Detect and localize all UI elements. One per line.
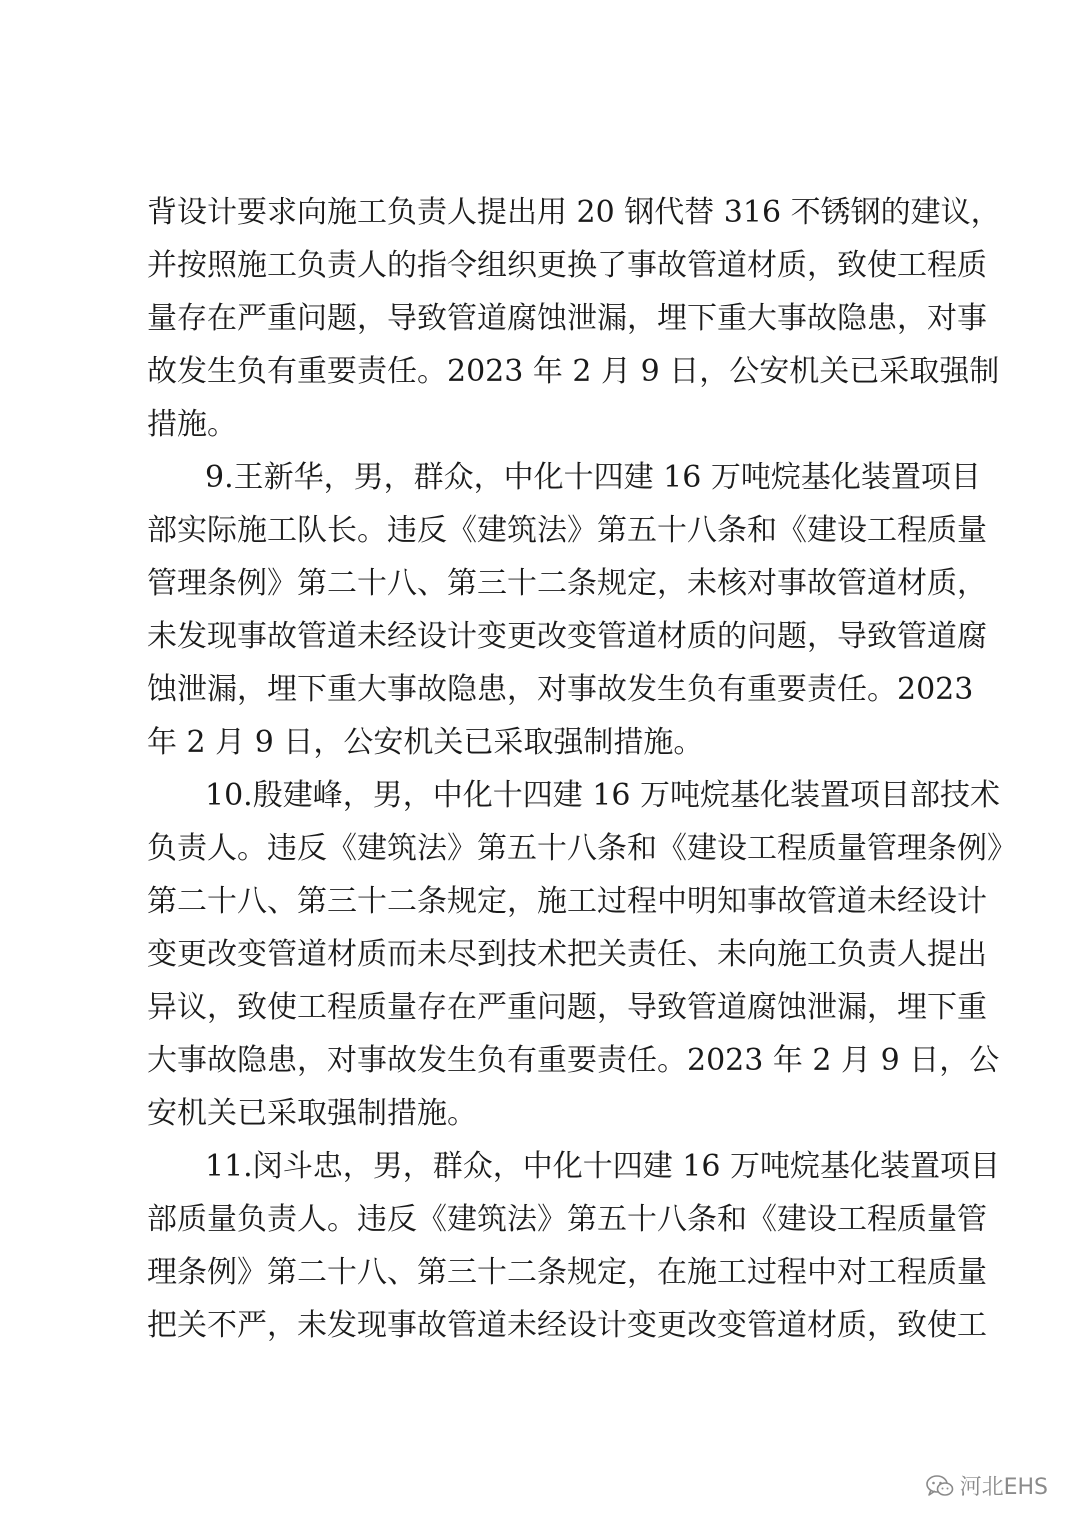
text-line: 异议，致使工程质量存在严重问题，导致管道腐蚀泄漏，埋下重 xyxy=(147,990,987,1025)
text-line: 安机关已采取强制措施。 xyxy=(147,1096,477,1131)
text-line: 量存在严重问题，导致管道腐蚀泄漏，埋下重大事故隐患，对事 xyxy=(147,301,987,336)
text-line: 未发现事故管道未经设计变更改变管道材质的问题，导致管道腐 xyxy=(147,619,987,654)
text-line: 理条例》第二十八、第三十二条规定，在施工过程中对工程质量 xyxy=(147,1255,987,1290)
text-line: 年 2 月 9 日，公安机关已采取强制措施。 xyxy=(147,725,704,760)
text-line: 并按照施工负责人的指令组织更换了事故管道材质，致使工程质 xyxy=(147,248,987,283)
text-line: 蚀泄漏，埋下重大事故隐患，对事故发生负有重要责任。2023 xyxy=(147,672,974,707)
text-line: 变更改变管道材质而未尽到技术把关责任、未向施工负责人提出 xyxy=(147,937,987,972)
paragraph-start-line: 9.王新华，男，群众，中化十四建 16 万吨烷基化装置项目 xyxy=(205,460,981,495)
text-line: 第二十八、第三十二条规定，施工过程中明知事故管道未经设计 xyxy=(147,884,987,919)
wechat-icon xyxy=(926,1474,954,1498)
watermark xyxy=(926,1470,1048,1501)
watermark-text: 河北EHS xyxy=(959,1475,1048,1500)
text-line: 故发生负有重要责任。2023 年 2 月 9 日，公安机关已采取强制 xyxy=(147,354,1000,389)
text-line: 背设计要求向施工负责人提出用 20 钢代替 316 不锈钢的建议， xyxy=(147,195,1001,230)
paragraph-start-line: 11.闵斗忠，男，群众，中化十四建 16 万吨烷基化装置项目 xyxy=(205,1149,1000,1184)
text-line: 负责人。违反《建筑法》第五十八条和《建设工程质量管理条例》 xyxy=(147,831,1017,866)
document-body xyxy=(147,186,1017,1352)
text-line: 大事故隐患，对事故发生负有重要责任。2023 年 2 月 9 日，公 xyxy=(147,1043,1000,1078)
text-line: 把关不严，未发现事故管道未经设计变更改变管道材质，致使工 xyxy=(147,1308,987,1343)
text-line: 管理条例》第二十八、第三十二条规定，未核对事故管道材质， xyxy=(147,566,987,601)
text-line: 部实际施工队长。违反《建筑法》第五十八条和《建设工程质量 xyxy=(147,513,987,548)
text-line: 部质量负责人。违反《建筑法》第五十八条和《建设工程质量管 xyxy=(147,1202,987,1237)
paragraph-start-line: 10.殷建峰，男，中化十四建 16 万吨烷基化装置项目部技术 xyxy=(205,778,1000,813)
text-line: 措施。 xyxy=(147,407,237,442)
